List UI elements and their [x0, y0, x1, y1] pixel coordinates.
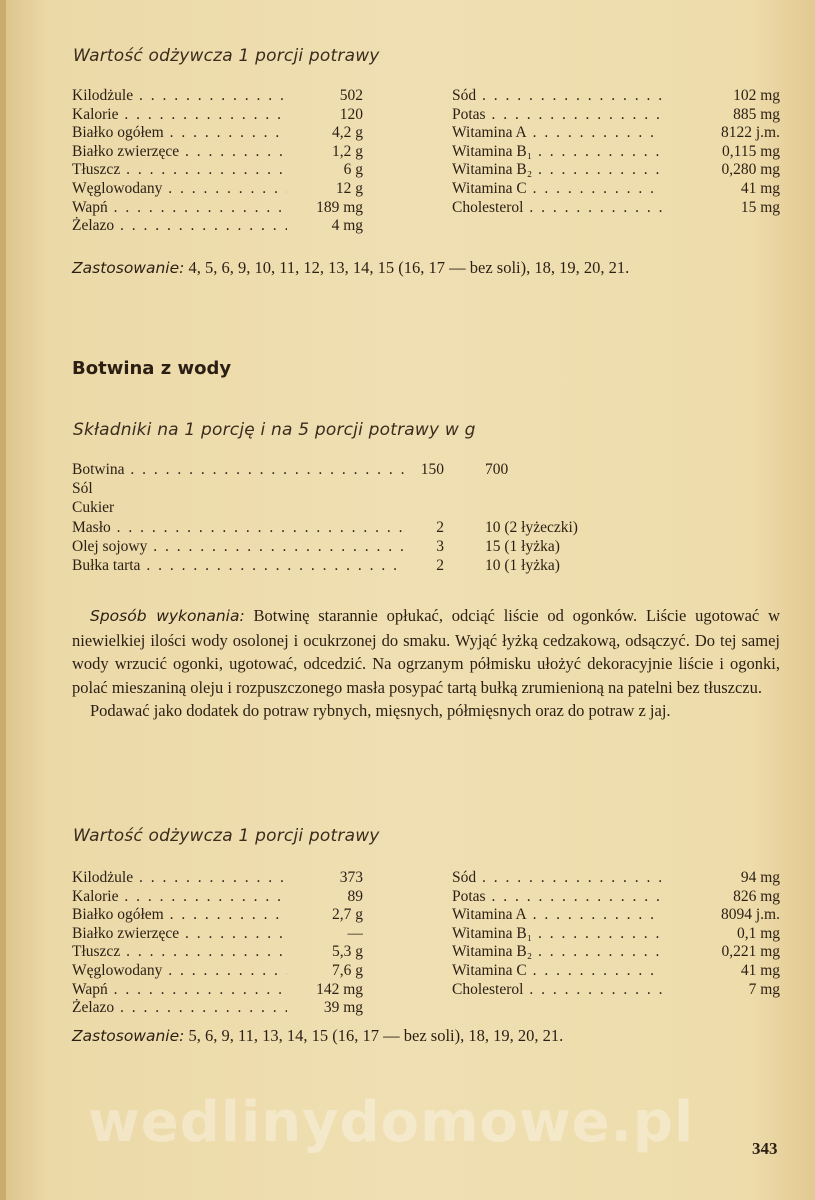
page-edge-shadow: [0, 0, 6, 1200]
nutrition-row: [452, 179, 780, 198]
nutrition-label-wrap: [452, 905, 662, 924]
nutrition-label-wrap: [72, 980, 287, 999]
nutrition-label-wrap: [452, 142, 662, 161]
nutrition-row: [72, 961, 363, 980]
nutrition-label-wrap: [452, 105, 662, 124]
nutrition-label-wrap: [72, 198, 287, 217]
nutrition-value: 0,115 mg: [722, 142, 780, 160]
nutrition-row: [452, 905, 780, 924]
nutrition-row: [452, 887, 780, 906]
nutrition-label: Węglowodany . . .: [72, 961, 287, 980]
nutrition-label-wrap: [452, 961, 662, 980]
nutrition-label: Witamina B₂ . . .: [452, 942, 662, 961]
nutrition-label-wrap: [72, 179, 287, 198]
nutrition-label-wrap: [72, 142, 287, 161]
nutrition-label-wrap: [72, 961, 287, 980]
nutrition-value: 826 mg: [733, 887, 780, 905]
ingredient-row: [72, 556, 632, 575]
usage-text: 5, 6, 9, 11, 13, 14, 15 (16, 17 — bez soli), 18, 19, 20, 21.: [188, 1026, 564, 1045]
nutrition-label: Żelazo . . .: [72, 216, 287, 235]
nutrition-label: Witamina A . . .: [452, 123, 662, 142]
nutrition-label-wrap: [72, 942, 287, 961]
nutrition-value: —: [347, 924, 363, 942]
nutrition-row: [452, 924, 780, 943]
ingredient-qty-1: 2: [436, 557, 444, 574]
nutrition-label: Kilodżule . . .: [72, 868, 287, 887]
nutrition-value: 15 mg: [740, 198, 780, 216]
nutrition-row: [72, 887, 363, 906]
nutrition-label: Witamina C . . .: [452, 179, 662, 198]
nutrition-label: Żelazo . . .: [72, 998, 287, 1017]
nutrition-label-wrap: [72, 868, 287, 887]
nutrition-row: [452, 961, 780, 980]
nutrition-row: [72, 198, 363, 217]
nutrition-row: [72, 998, 363, 1017]
usage-text: 4, 5, 6, 9, 10, 11, 12, 13, 14, 15 (16, 17 — bez soli), 18, 19, 20, 21.: [188, 258, 630, 277]
nutrition-label-wrap: [72, 887, 287, 906]
nutrition-label-wrap: [452, 942, 662, 961]
nutrition-value: 102 mg: [733, 87, 780, 104]
nutrition-value: 39 mg: [323, 999, 363, 1017]
ingredient-row: [72, 537, 632, 556]
nutrition-heading-1: Wartość odżywcza 1 porcji potrawy: [73, 46, 380, 66]
nutrition-label: Białko zwierzęce . . .: [72, 142, 287, 161]
nutrition-row: [72, 868, 363, 887]
usage-paragraph-1: [72, 256, 780, 280]
nutrition-value: 0,221 mg: [721, 943, 780, 961]
nutrition-row: [72, 924, 363, 943]
nutrition-label-wrap: [452, 924, 662, 943]
nutrition-label: Kilodżule . . .: [72, 86, 287, 105]
ingredient-row: [72, 460, 632, 479]
nutrition-label: Witamina C . . .: [452, 961, 662, 980]
nutrition-label: Tłuszcz . . .: [72, 160, 287, 179]
nutrition-label-wrap: [72, 86, 287, 105]
nutrition-row: [452, 105, 780, 124]
nutrition-value: 6 g: [343, 161, 363, 179]
nutrition-label-wrap: [452, 179, 662, 198]
nutrition-value: 8094 j.m.: [721, 906, 780, 924]
nutrition-value: 120: [339, 105, 363, 123]
usage-label: Zastosowanie:: [72, 1027, 185, 1045]
ingredient-name-wrap: [72, 556, 404, 575]
nutrition-value: 41 mg: [740, 180, 780, 197]
nutrition-value: 885 mg: [733, 105, 780, 123]
nutrition-row: [452, 142, 780, 161]
nutrition-label-wrap: [72, 160, 287, 179]
nutrition-value: 1,2 g: [332, 142, 363, 160]
nutrition-row: [452, 123, 780, 142]
method-text: Botwinę starannie opłukać, odciąć liście od ogonków. Liście ugotować w niewielkiej ilości wody osolonej i ocukrzonej do smaku. Wyjąć łyżką cedzakową, odsączyć. Do tej samej wody wrzucić ogonki, ugotować, odcedzić. Na ogrzanym półmisku ułożyć dekoracyjnie liście i ogonki, polać mieszaniną oleju i rozpuszczonego masła posypać tartą bułką zrumienioną na patelni bez tłuszczu.: [72, 606, 780, 697]
ingredient-name-wrap: [72, 479, 272, 498]
ingredient-qty-1: 2: [436, 518, 444, 536]
usage-paragraph-2: [72, 1024, 780, 1048]
nutrition-label: Kalorie . . .: [72, 105, 287, 124]
nutrition-label: Potas . . .: [452, 105, 662, 124]
ingredient-qty-5: 15 (1 łyżka): [485, 537, 560, 555]
nutrition-label-wrap: [452, 123, 662, 142]
nutrition-row: [72, 980, 363, 999]
nutrition-label: Wapń . . .: [72, 980, 287, 999]
nutrition-label: Cholesterol . . .: [452, 198, 662, 217]
ingredient-name: Cukier: [72, 499, 115, 517]
nutrition-label-wrap: [452, 868, 662, 887]
nutrition-label: Cholesterol . . .: [452, 980, 662, 999]
nutrition-label: Białko ogółem . . .: [72, 123, 287, 142]
nutrition-label: Witamina B₂ . . .: [452, 160, 662, 179]
nutrition-row: [72, 160, 363, 179]
ingredient-name: Masło . . .: [72, 518, 404, 537]
nutrition-value: 94 mg: [740, 869, 780, 886]
ingredient-qty-5: 700: [485, 461, 509, 478]
ingredient-name-wrap: [72, 518, 404, 537]
ingredient-qty-1: 3: [436, 537, 444, 555]
nutrition-label: Tłuszcz . . .: [72, 942, 287, 961]
nutrition-value: 4 mg: [331, 217, 363, 235]
nutrition-row: [72, 179, 363, 198]
nutrition-label-wrap: [72, 105, 287, 124]
nutrition-label-wrap: [72, 924, 287, 943]
nutrition-label: Sód . . .: [452, 868, 662, 887]
ingredient-name: Bułka tarta . . .: [72, 556, 404, 575]
nutrition-row: [72, 123, 363, 142]
ingredient-name: Olej sojowy . . .: [72, 537, 404, 556]
ingredient-name-wrap: [72, 498, 272, 517]
ingredient-qty-1: 150: [420, 461, 444, 478]
watermark: wedlinydomowe.pl: [88, 1090, 695, 1155]
nutrition-row: [72, 86, 363, 105]
recipe-title: Botwina z wody: [72, 358, 232, 379]
nutrition-row: [452, 160, 780, 179]
ingredient-row: [72, 498, 632, 517]
serving-paragraph: Podawać jako dodatek do potraw rybnych, mięsnych, półmięsnych oraz do potraw z jaj.: [90, 701, 671, 720]
nutrition-value: 41 mg: [740, 962, 780, 979]
nutrition-label-wrap: [72, 123, 287, 142]
nutrition-label: Witamina B₁ . . .: [452, 142, 662, 161]
nutrition-label: Sód . . .: [452, 86, 662, 105]
ingredient-qty-5: 10 (1 łyżka): [485, 557, 560, 574]
nutrition-label-wrap: [72, 998, 287, 1017]
nutrition-value: 0,1 mg: [736, 924, 780, 942]
method-paragraph: [72, 604, 780, 699]
nutrition-label-wrap: [452, 887, 662, 906]
nutrition-value: 7 mg: [748, 980, 780, 998]
nutrition-label: Kalorie . . .: [72, 887, 287, 906]
ingredient-name-wrap: [72, 460, 404, 479]
nutrition-label: Witamina B₁ . . .: [452, 924, 662, 943]
method-section: [72, 604, 780, 723]
nutrition-label-wrap: [452, 160, 662, 179]
nutrition-row: [72, 105, 363, 124]
nutrition-value: 189 mg: [316, 198, 363, 216]
nutrition-value: 5,3 g: [332, 943, 363, 961]
nutrition-label: Białko ogółem . . .: [72, 905, 287, 924]
method-label: Sposób wykonania:: [90, 607, 245, 625]
nutrition-row: [452, 942, 780, 961]
ingredients-heading: Składniki na 1 porcję i na 5 porcji potrawy w g: [73, 420, 476, 440]
nutrition-row: [452, 86, 780, 105]
nutrition-value: 373: [339, 869, 363, 886]
ingredient-name-wrap: [72, 537, 404, 556]
usage-label: Zastosowanie:: [72, 259, 185, 277]
nutrition-label: Wapń . . .: [72, 198, 287, 217]
nutrition-value: 0,280 mg: [721, 161, 780, 179]
nutrition-value: 2,7 g: [332, 906, 363, 924]
nutrition-label: Witamina A . . .: [452, 905, 662, 924]
nutrition-row: [72, 142, 363, 161]
nutrition-value: 4,2 g: [332, 124, 363, 142]
nutrition-label-wrap: [72, 216, 287, 235]
ingredient-row: [72, 479, 632, 498]
nutrition-label-wrap: [452, 980, 662, 999]
nutrition-value: 502: [339, 87, 363, 104]
nutrition-value: 89: [347, 887, 363, 905]
nutrition-label-wrap: [72, 905, 287, 924]
nutrition-value: 142 mg: [316, 980, 363, 998]
ingredient-row: [72, 518, 632, 537]
nutrition-row: [452, 198, 780, 217]
page-number: 343: [752, 1139, 778, 1158]
nutrition-row: [72, 905, 363, 924]
nutrition-row: [72, 216, 363, 235]
nutrition-row: [452, 868, 780, 887]
ingredient-name: Botwina . . .: [72, 460, 404, 479]
nutrition-label-wrap: [452, 198, 662, 217]
ingredient-qty-5: 10 (2 łyżeczki): [485, 518, 578, 536]
nutrition-value: 12 g: [335, 180, 363, 197]
nutrition-row: [452, 980, 780, 999]
nutrition-label: Potas . . .: [452, 887, 662, 906]
nutrition-value: 8122 j.m.: [721, 124, 780, 142]
nutrition-label: Węglowodany . . .: [72, 179, 287, 198]
nutrition-label: Białko zwierzęce . . .: [72, 924, 287, 943]
nutrition-value: 7,6 g: [332, 962, 363, 979]
ingredient-name: Sól: [72, 480, 93, 498]
nutrition-row: [72, 942, 363, 961]
nutrition-label-wrap: [452, 86, 662, 105]
nutrition-heading-2: Wartość odżywcza 1 porcji potrawy: [73, 826, 380, 846]
